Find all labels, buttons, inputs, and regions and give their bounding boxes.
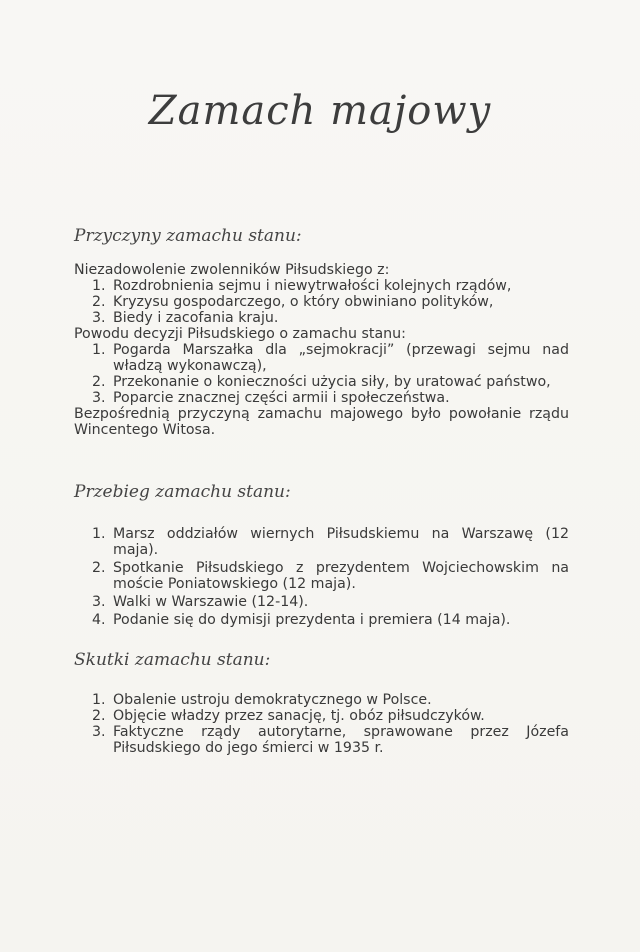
list-item: 1. Rozdrobnienia sejmu i niewytrwałości kolejnych rządów,: [92, 278, 512, 294]
effects-heading: Skutki zamachu stanu:: [74, 650, 271, 670]
effects-block: [74, 692, 569, 756]
course-block: [74, 526, 569, 630]
causes-intro-1: Niezadowolenie zwolenników Piłsudskiego z:: [74, 262, 390, 278]
list-item: 1. Obalenie ustroju demokratycznego w Polsce.: [92, 692, 432, 708]
causes-conclusion: Bezpośrednią przyczyną zamachu majowego było powołanie rządu Wincentego Witosa.: [74, 406, 569, 438]
list-item: 1. Pogarda Marszałka dla „sejmokracji” (przewagi sejmu nad władzą wykonawczą),: [92, 342, 569, 374]
list-item: 2. Przekonanie o konieczności użycia siły, by uratować państwo,: [92, 374, 551, 390]
list-item: 2. Spotkanie Piłsudskiego z prezydentem Wojciechowskim na moście Poniatowskiego (12 maja).: [92, 560, 569, 592]
course-list: [74, 526, 569, 628]
list-item: 3. Biedy i zacofania kraju.: [92, 310, 279, 326]
course-heading: Przebieg zamachu stanu:: [74, 482, 291, 502]
list-item: 2. Objęcie władzy przez sanację, tj. obóz piłsudczyków.: [92, 708, 485, 724]
page-title: Zamach majowy: [148, 88, 492, 134]
list-item: 3. Walki w Warszawie (12-14).: [92, 594, 309, 610]
list-item: 4. Podanie się do dymisji prezydenta i premiera (14 maja).: [92, 612, 511, 628]
effects-list: [74, 692, 569, 756]
list-item: 3. Poparcie znacznej części armii i społeczeństwa.: [92, 390, 450, 406]
list-item: 1. Marsz oddziałów wiernych Piłsudskiemu na Warszawę (12 maja).: [92, 526, 569, 558]
causes-intro-2: Powodu decyzji Piłsudskiego o zamachu stanu:: [74, 326, 406, 342]
causes-list-1: [74, 278, 569, 326]
causes-list-2: [74, 342, 569, 406]
list-item: 3. Faktyczne rządy autorytarne, sprawowane przez Józefa Piłsudskiego do jego śmierci w 1935 r.: [92, 724, 569, 756]
causes-heading: Przyczyny zamachu stanu:: [74, 226, 302, 246]
list-item: 2. Kryzysu gospodarczego, o który obwiniano polityków,: [92, 294, 494, 310]
causes-block: [74, 262, 569, 438]
